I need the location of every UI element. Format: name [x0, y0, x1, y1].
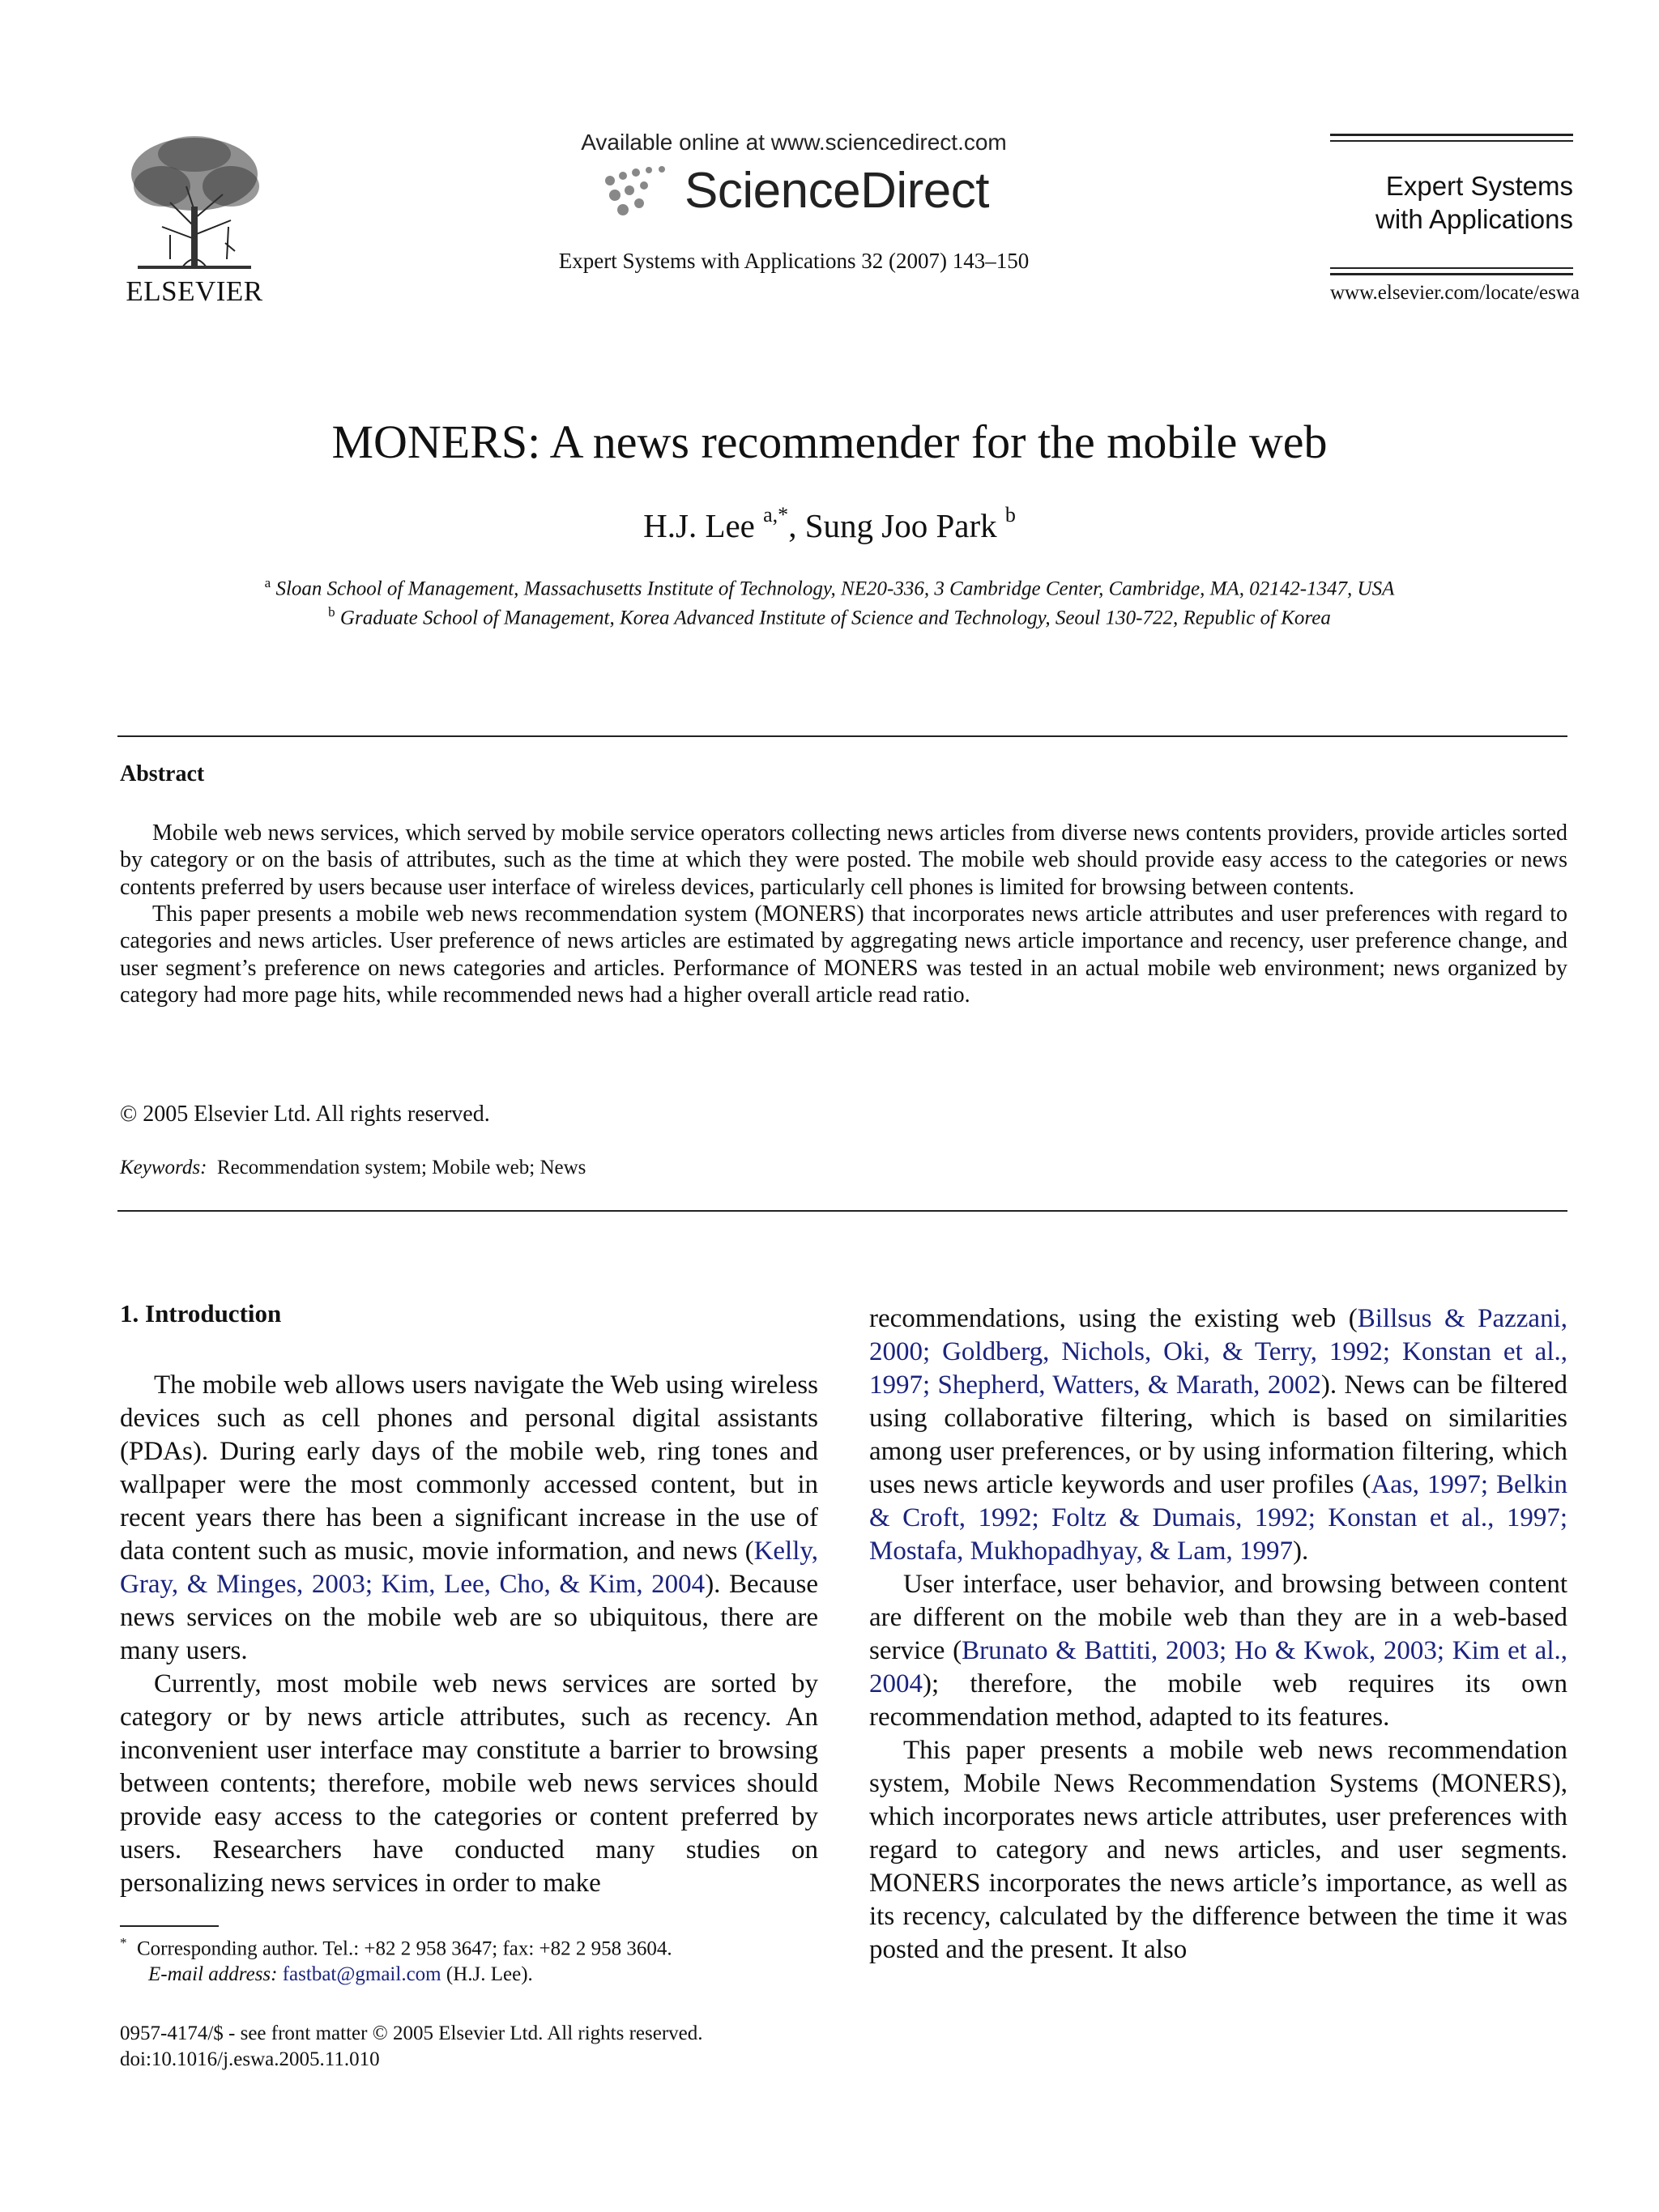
- body-paragraph: Currently, most mobile web news services are sorted by category or by news article attributes, such as recency. An inconvenient user interface may constitute a barrier to browsing between contents; therefore, mobile web news services should provide easy access to the categories or content preferred by users. Researchers have conducted many studies on personalizing news services in order to make: [120, 1669, 818, 1898]
- journal-citation: Expert Systems with Applications 32 (2007) 143–150: [558, 249, 1030, 273]
- abstract-text: [120, 820, 1567, 1008]
- abstract-paragraph: This paper presents a mobile web news recommendation system (MONERS) that incorporates news article attributes and user preferences with regard to categories and news articles. User preference of news articles are estimated by aggregating news article importance and recency, user preference change, and user segment’s preference on news categories and articles. Performance of MONERS was tested in an actual mobile web environment; news organized by category had more page hits, while recommended news had a higher overall article read ratio.: [120, 901, 1567, 1008]
- keywords-list: Recommendation system; Mobile web; News: [216, 1157, 586, 1178]
- sciencedirect-dots-icon: [599, 163, 672, 219]
- footnote-rule: [120, 1925, 219, 1927]
- abstract-rule-bottom: [117, 1210, 1567, 1212]
- journal-rule-bottom: [1330, 267, 1573, 269]
- keywords-label: Keywords:: [120, 1157, 207, 1178]
- affiliation-a: $^a$ Sloan School of Management, Massachusetts Institute of Technology, NE20-336, 3 Cambridge Center, Cambridge, MA, 02142-1347, USA: [264, 575, 1395, 600]
- footnote-email-link[interactable]: fastbat@gmail.com: [282, 1963, 441, 1985]
- body-paragraph: This paper presents a mobile web news recommendation system, Mobile News Recommendation Systems (MONERS), which incorporates news article attributes, user preferences with regard to category and news articles, and user segments. MONERS incorporates the news article’s importance, as well as its recency, calculated by the difference between the time it was posted and the present. It also: [869, 1736, 1567, 1964]
- paper-title: MONERS: A news recommender for the mobile web: [331, 416, 1328, 468]
- sciencedirect-wordmark: ScienceDirect: [684, 163, 989, 219]
- author-name: Sung Joo Park: [804, 507, 997, 544]
- elsevier-tree-icon: [113, 130, 275, 271]
- sciencedirect-banner: [535, 130, 1053, 274]
- doi-line[interactable]: doi:10.1016/j.eswa.2005.11.010: [120, 2048, 380, 2070]
- abstract-copyright: © 2005 Elsevier Ltd. All rights reserved.: [120, 1102, 490, 1127]
- elsevier-logo: [113, 130, 275, 308]
- citation-link[interactable]: Aas, 1997; Belkin & Croft, 1992; Foltz & Dumais, 1992; Konstan et al., 1997; Mostafa, Mukhopadhyay, & Lam, 1997: [869, 1470, 1567, 1566]
- journal-name: Expert Systems with Applications: [1375, 171, 1573, 235]
- abstract-paragraph: Mobile web news services, which served by mobile service operators collecting news articles from diverse news contents providers, provide articles sorted by category or on the basis of attributes, such as the time at which they were posted. The mobile web should provide easy access to the categories or news contents preferred by users because user interface of wireless devices, particularly cell phones is limited for browsing between contents.: [120, 820, 1567, 900]
- journal-rule-top-2: [1330, 140, 1573, 142]
- affiliation-b: $^b$ Graduate School of Management, Korea Advanced Institute of Science and Technology, Seoul 130-722, Republic of Korea: [328, 604, 1331, 629]
- section-heading-introduction: 1. Introduction: [120, 1299, 282, 1328]
- journal-header: [1330, 134, 1580, 305]
- abstract-rule-top: [117, 735, 1567, 737]
- author-affiliation-mark[interactable]: b: [1004, 503, 1016, 527]
- body-column-right: [869, 1302, 1567, 1967]
- journal-rule-bottom-2: [1330, 273, 1573, 275]
- body-paragraph: recommendations, using the existing web (Billsus & Pazzani, 2000; Goldberg, Nichols, Oki, & Terry, 1992; Konstan et al., 1997; Shepherd, Watters, & Marath, 2002). News can be filtered using collaborative filtering, which is based on similarities among user preferences, or by using information filtering, which uses news article keywords and user profiles (Aas, 1997; Belkin & Croft, 1992; Foltz & Dumais, 1992; Konstan et al., 1997; Mostafa, Mukhopadhyay, & Lam, 1997).: [869, 1304, 1567, 1566]
- footnote-mark: *: [120, 1935, 127, 1950]
- footnote: * Corresponding author. Tel.: +82 2 958 3647; fax: +82 2 958 3604. E-mail address: fastbat@gmail.com (H.J. Lee).: [120, 1935, 672, 1985]
- footnote-corresponding-author: Corresponding author. Tel.: +82 2 958 3647; fax: +82 2 958 3604.: [137, 1937, 672, 1960]
- author-list: H.J. Lee $^{a,*}$, Sung Joo Park $^b$: [643, 503, 1016, 544]
- author-name: H.J. Lee: [643, 507, 755, 544]
- front-matter-info: [120, 2021, 703, 2073]
- journal-rule-top: [1330, 134, 1573, 136]
- citation-link[interactable]: Billsus & Pazzani, 2000; Goldberg, Nichols, Oki, & Terry, 1992; Konstan et al., 1997; Shepherd, Watters, & Marath, 2002: [869, 1304, 1567, 1400]
- body-paragraph: User interface, user behavior, and browsing between content are different on the mobile web than they are in a web-based service (Brunato & Battiti, 2003; Ho & Kwok, 2003; Kim et al., 2004); therefore, the mobile web requires its own recommendation method, adapted to its features.: [869, 1570, 1567, 1732]
- available-online-text[interactable]: Available online at www.sciencedirect.com: [581, 130, 1007, 155]
- body-paragraph: The mobile web allows users navigate the Web using wireless devices such as cell phones and personal digital assistants (PDAs). During early days of the mobile web, ring tones and wallpaper were the most commonly accessed content, but in recent years there has been a significant increase in the use of data content such as music, movie information, and news (Kelly, Gray, & Minges, 2003; Kim, Lee, Cho, & Kim, 2004). Because news services on the mobile web are so ubiquitous, there are many users.: [120, 1370, 818, 1665]
- journal-url-link[interactable]: www.elsevier.com/locate/eswa: [1330, 281, 1580, 304]
- footnote-email-label: E-mail address:: [148, 1963, 278, 1985]
- citation-link[interactable]: Kelly, Gray, & Minges, 2003; Kim, Lee, Cho, & Kim, 2004: [120, 1536, 818, 1599]
- author-affiliation-mark[interactable]: a,*: [763, 503, 789, 527]
- citation-link[interactable]: Brunato & Battiti, 2003; Ho & Kwok, 2003; Kim et al., 2004: [869, 1636, 1567, 1698]
- abstract-heading: Abstract: [120, 761, 205, 786]
- issn-line: 0957-4174/$ - see front matter © 2005 Elsevier Ltd. All rights reserved.: [120, 2022, 703, 2044]
- body-column-left: [120, 1369, 818, 1900]
- elsevier-wordmark: ELSEVIER: [126, 275, 263, 307]
- keywords: [120, 1157, 586, 1179]
